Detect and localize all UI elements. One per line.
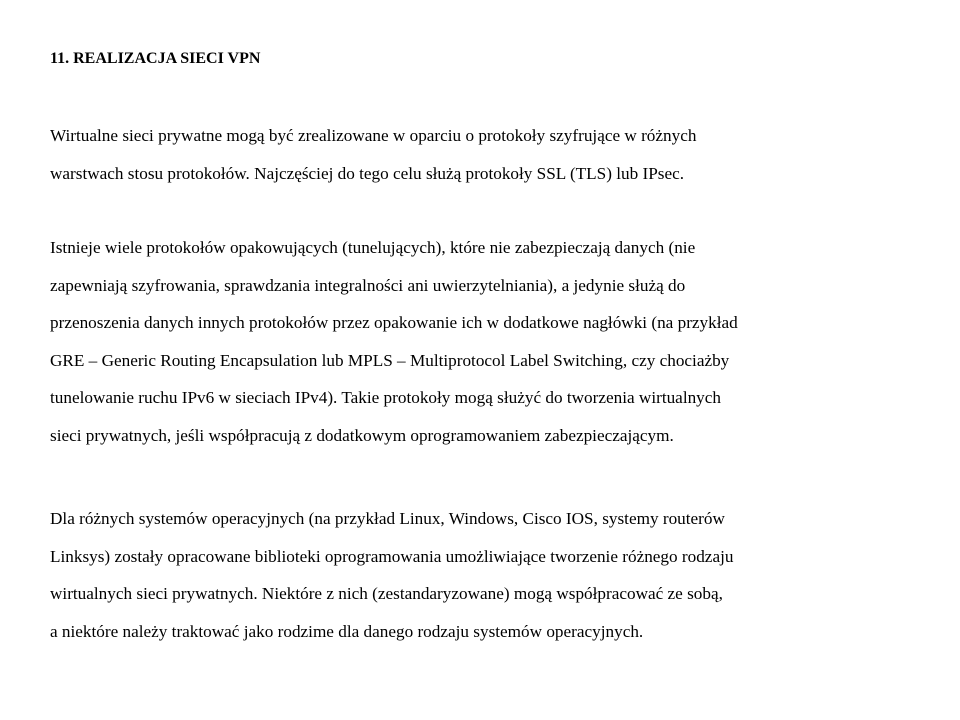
paragraph-vpn-intro — [50, 117, 930, 192]
paragraph-tunneling-protocols — [50, 229, 930, 454]
paragraph-line: a niektóre należy traktować jako rodzime dla danego rodzaju systemów operacyjnych. — [50, 621, 644, 641]
paragraph-line: przenoszenia danych innych protokołów przez opakowanie ich w dodatkowe nagłówki (na przykład — [50, 313, 738, 332]
paragraph-line: GRE – Generic Routing Encapsulation lub MPLS – Multiprotocol Label Switching, czy chociażby — [50, 350, 730, 370]
paragraph-line: tunelowanie ruchu IPv6 w sieciach IPv4). Takie protokoły mogą służyć do tworzenia wirtualnych — [50, 388, 721, 407]
paragraph-line: Linksys) zostały opracowane biblioteki oprogramowania umożliwiające tworzenie różnego rodzaju — [50, 546, 734, 566]
paragraph-line: Istnieje wiele protokołów opakowujących (tunelujących), które nie zabezpieczają danych (nie — [50, 238, 696, 257]
paragraph-line: wirtualnych sieci prywatnych. Niektóre z nich (zestandaryzowane) mogą współpracować ze sobą, — [50, 584, 723, 603]
paragraph-line: Dla różnych systemów operacyjnych (na przykład Linux, Windows, Cisco IOS, systemy routerów — [50, 509, 725, 528]
section-heading: 11. REALIZACJA SIECI VPN — [50, 50, 261, 67]
paragraph-line: warstwach stosu protokołów. Najczęściej do tego celu służą protokoły SSL (TLS) lub IPsec. — [50, 163, 685, 183]
paragraph-line: sieci prywatnych, jeśli współpracują z dodatkowym oprogramowaniem zabezpieczającym. — [50, 425, 674, 445]
document-page — [50, 0, 930, 720]
paragraph-os-libraries — [50, 500, 930, 650]
paragraph-line: Wirtualne sieci prywatne mogą być zrealizowane w oparciu o protokoły szyfrujące w różnych — [50, 126, 697, 145]
paragraph-line: zapewniają szyfrowania, sprawdzania integralności ani uwierzytelniania), a jedynie służą do — [50, 275, 686, 295]
